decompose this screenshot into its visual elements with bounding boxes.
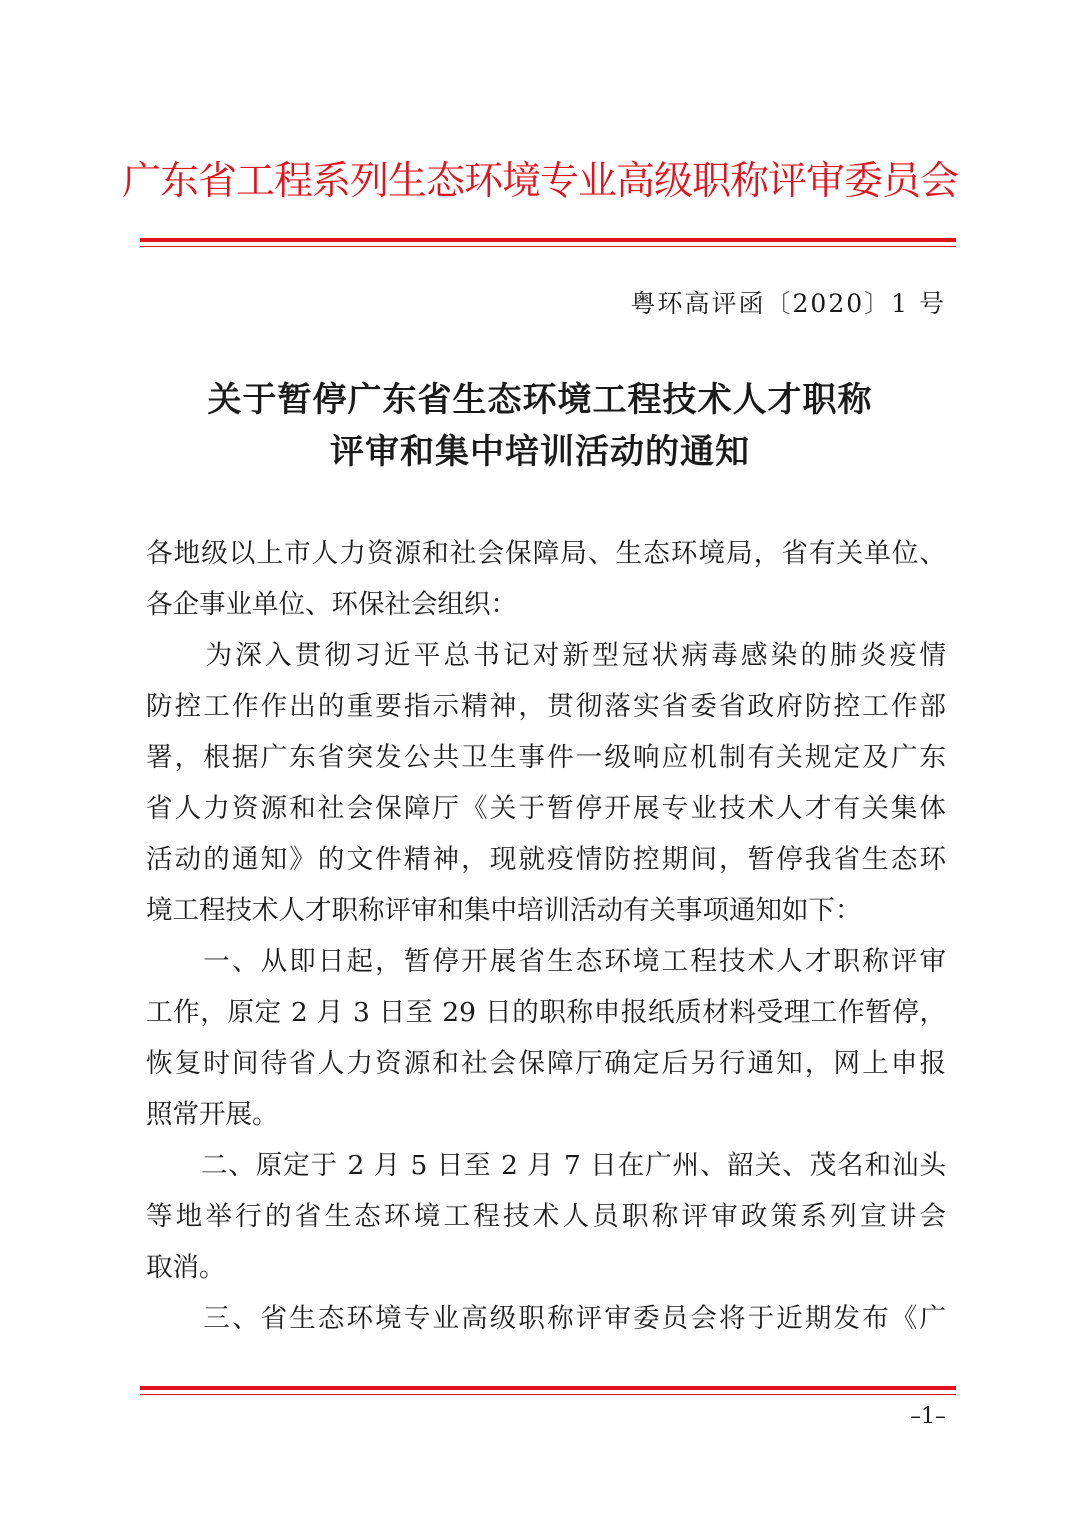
notice-title-line-1: 关于暂停广东省生态环境工程技术人才职称 — [207, 380, 873, 420]
body-line-addressee-1: 各地级以上市人力资源和社会保障局、生态环境局，省有关单位、 — [146, 538, 946, 569]
body-line-item-1: 一、从即日起，暂停开展省生态环境工程技术人才职称评审 — [146, 946, 946, 977]
letterhead-rule-thick — [140, 238, 956, 242]
letterhead-rule-thin — [140, 246, 956, 247]
body-line: 取消。 — [146, 1252, 226, 1283]
body-line: 为深入贯彻习近平总书记对新型冠状病毒感染的肺炎疫情 — [146, 640, 946, 671]
body-line: 工作，原定 2 月 3 日至 29 日的职称申报纸质材料受理工作暂停， — [146, 997, 946, 1028]
body-line: 照常开展。 — [146, 1099, 279, 1130]
footer-rule-thin — [140, 1394, 956, 1395]
body-line: 恢复时间待省人力资源和社会保障厅确定后另行通知，网上申报 — [146, 1048, 946, 1079]
body-line: 活动的通知》的文件精神，现就疫情防控期间，暂停我省生态环 — [146, 844, 946, 875]
body-line-item-3: 三、省生态环境专业高级职称评审委员会将于近期发布《广 — [146, 1303, 946, 1334]
footer-rule-thick — [140, 1386, 956, 1390]
body-line: 防控工作作出的重要指示精神，贯彻落实省委省政府防控工作部 — [146, 691, 946, 722]
body-line: 省人力资源和社会保障厅《关于暂停开展专业技术人才有关集体 — [146, 793, 946, 824]
document-number: 粤环高评函〔2020〕1 号 — [630, 289, 946, 318]
body-line: 署，根据广东省突发公共卫生事件一级响应机制有关规定及广东 — [146, 742, 946, 773]
body-line-addressee-2: 各企事业单位、环保社会组织： — [146, 589, 517, 620]
page-number: –1– — [910, 1404, 946, 1429]
body-line: 境工程技术人才职称评审和集中培训活动有关事项通知如下： — [146, 895, 862, 926]
body-line-item-2: 二、原定于 2 月 5 日至 2 月 7 日在广州、韶关、茂名和汕头 — [146, 1150, 946, 1181]
body-line: 等地举行的省生态环境工程技术人员职称评审政策系列宣讲会 — [146, 1201, 946, 1232]
notice-body — [146, 528, 946, 1344]
letterhead-title: 广东省工程系列生态环境专业高级职称评审委员会 — [121, 159, 958, 204]
notice-title-line-2: 评审和集中培训活动的通知 — [330, 432, 750, 472]
